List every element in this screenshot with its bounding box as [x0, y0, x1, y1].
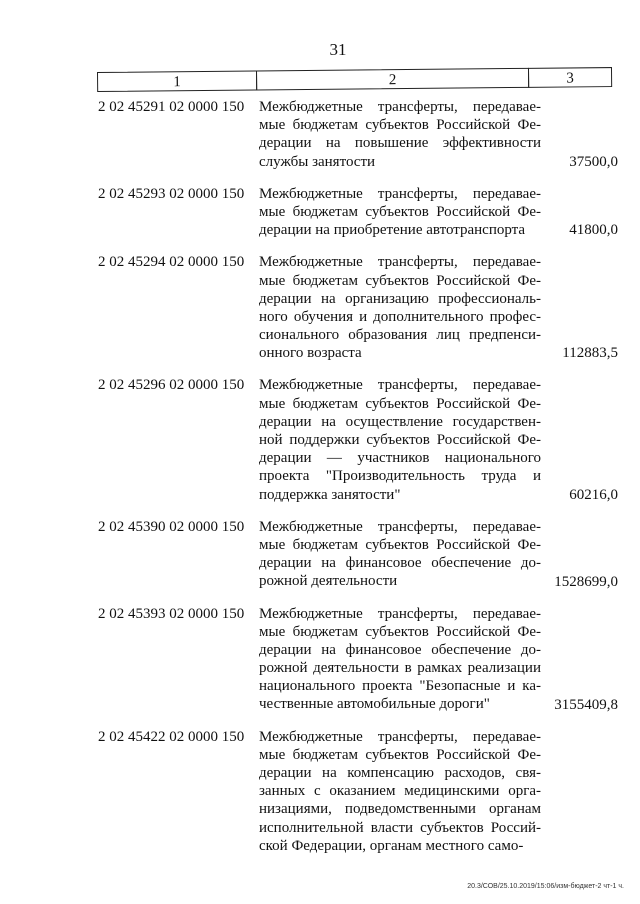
budget-code: 2 02 45393 02 0000 150: [98, 605, 245, 622]
description-line: мые бюджетам субъектов Российской Фе-: [259, 272, 541, 289]
row-description: [259, 605, 541, 714]
description-line: дерации на финансовое обеспечение до-: [259, 641, 541, 658]
table-header-col-2: 2: [256, 68, 529, 91]
description-line: Межбюджетные трансферты, передавае-: [259, 605, 541, 622]
row-description: [259, 185, 541, 240]
row-description: [259, 728, 541, 855]
budget-code: 2 02 45390 02 0000 150: [98, 518, 245, 535]
description-line: рожной деятельности: [259, 573, 398, 590]
table-row: [0, 376, 640, 503]
description-line: сионального образования лиц предпенси-: [259, 327, 541, 344]
description-line: службы занятости: [259, 153, 376, 170]
description-line: дерации на финансовое обеспечение до-: [259, 555, 541, 572]
row-description: [259, 98, 541, 171]
description-line: мые бюджетам субъектов Российской Фе-: [259, 746, 541, 763]
footer-note: 20.3/СОВ/25.10.2019/15:06/изм-бюджет-2 чт-1 ч.: [467, 883, 624, 890]
description-line: Межбюджетные трансферты, передавае-: [259, 99, 541, 115]
description-line: проекта "Производительность труда и: [259, 468, 541, 485]
table-header-col-1: 1: [97, 70, 257, 92]
description-line: мые бюджетам субъектов Российской Фе-: [259, 536, 541, 553]
description-line: мые бюджетам субъектов Российской Фе-: [259, 395, 541, 412]
description-line: дерации на компенсацию расходов, свя-: [259, 765, 541, 781]
page-number: 31: [329, 40, 347, 59]
description-line: Межбюджетные трансферты, передавае-: [259, 728, 541, 745]
description-line: исполнительной власти субъектов Россий-: [259, 819, 541, 836]
description-line: ной поддержки субъектов Российской Фе-: [259, 432, 541, 448]
description-line: национального проекта "Безопасные и ка-: [259, 678, 541, 695]
description-line: занных с оказанием медицинскими орга-: [259, 783, 541, 800]
description-line: дерации на организацию профессиональ-: [259, 290, 541, 307]
description-line: поддержка занятости": [259, 486, 401, 503]
description-line: Межбюджетные трансферты, передавае-: [259, 254, 541, 271]
budget-code: 2 02 45294 02 0000 150: [98, 254, 245, 271]
budget-code: 2 02 45422 02 0000 150: [98, 728, 245, 745]
description-line: чественные автомобильные дороги": [259, 696, 490, 713]
table-row: [0, 728, 640, 855]
row-amount: 60216,0: [569, 486, 618, 503]
description-line: Межбюджетные трансферты, передавае-: [259, 185, 541, 202]
description-line: рожной деятельности в рамках реализации: [259, 660, 541, 677]
budget-code: 2 02 45291 02 0000 150: [98, 99, 245, 115]
table-header: [97, 67, 612, 92]
budget-code: 2 02 45293 02 0000 150: [98, 185, 245, 202]
table-header-col-3: 3: [528, 67, 612, 88]
description-line: дерации — участников национального: [259, 450, 541, 467]
description-line: низациями, подведомственными органам: [259, 801, 541, 818]
row-description: [259, 376, 541, 503]
description-line: мые бюджетам субъектов Российской Фе-: [259, 623, 541, 640]
description-line: ного обучения и дополнительного профес-: [259, 308, 541, 325]
row-amount: 41800,0: [569, 222, 618, 239]
row-amount: 37500,0: [569, 153, 618, 170]
description-line: Межбюджетные трансферты, передавае-: [259, 377, 541, 394]
row-amount: 112883,5: [562, 345, 618, 362]
table-row: [0, 253, 640, 362]
description-line: Межбюджетные трансферты, передавае-: [259, 518, 541, 535]
description-line: мые бюджетам субъектов Российской Фе-: [259, 117, 541, 134]
row-amount: 1528699,0: [554, 573, 618, 590]
row-description: [259, 253, 541, 362]
description-line: дерации на осуществление государствен-: [259, 413, 541, 430]
description-line: онного возраста: [259, 345, 362, 362]
description-line: ской Федерации, органам местного само-: [259, 837, 524, 854]
description-line: мые бюджетам субъектов Российской Фе-: [259, 203, 541, 220]
description-line: дерации на приобретение автотранспорта: [259, 222, 526, 239]
row-amount: 3155409,8: [554, 696, 618, 713]
description-line: дерации на повышение эффективности: [259, 135, 541, 152]
table-body: [0, 98, 640, 869]
table-row: [0, 98, 640, 171]
table-row: [0, 185, 640, 240]
budget-code: 2 02 45296 02 0000 150: [98, 377, 245, 394]
row-description: [259, 518, 541, 591]
table-row: [0, 605, 640, 714]
table-row: [0, 518, 640, 591]
